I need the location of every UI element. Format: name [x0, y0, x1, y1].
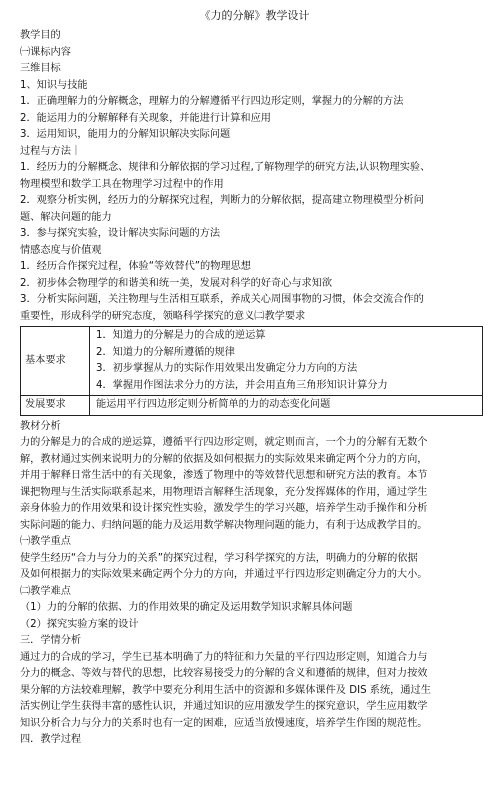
material-line: 实际问题的能力、归纳问题的能力及运用数学解决物理问题的能力，有利于达成教学目的。 — [20, 519, 428, 531]
student-heading: 三．学情分析 — [20, 635, 82, 646]
basic-requirement-item: 1．知道力的分解是力的合成的逆运算 — [96, 330, 266, 341]
material-line: 并用于解释日常生活中的有关现象，渗透了物理中的等效替代思想和研究方法的教育。本节 — [20, 470, 428, 481]
student-line: 活实例让学生获得丰富的感性认识，并通过知识的应用激发学生的探究意识，学生应用数学 — [20, 701, 428, 712]
key-line: 及如何根据力的实际效果来确定两个分力的方向，并通过平行四边形定则确定分力的大小。 — [20, 569, 428, 580]
advanced-requirements-text: 能运用平行四边形定则分析简单的力的动态变化问题 — [90, 396, 483, 416]
process-item: 3．参与探究实验，设计解决实际问题的方法 — [20, 228, 221, 239]
attitude-item: 2．初步体会物理学的和谐美和统一美，发展对科学的好奇心与求知欲 — [20, 277, 333, 289]
basic-requirement-item: 3．初步掌握从力的实际作用效果出发确定分力方向的方法 — [96, 363, 358, 374]
difficulty-item: （1）力的分解的依据、力的作用效果的确定及运用数学知识求解具体问题 — [20, 602, 353, 613]
process-item: 1．经历力的分解概念、规律和分解依据的学习过程,了解物理学的研究方法,认识物理实验、 — [20, 162, 431, 173]
process-heading: 过程与方法｜ — [20, 145, 82, 157]
basic-requirements-cell — [90, 327, 483, 396]
attitude-item: 3．分析实际问题，关注物理与生活相互联系，养成关心周围事物的习惯，体会交流合作的 — [20, 294, 424, 305]
knowledge-item: 2．能运用力的分解解释有关现象，并能进行计算和应用 — [20, 112, 271, 124]
teaching-process-heading: 四．教学过程 — [20, 734, 82, 745]
student-line: 分力的概念、等效与替代的思想，比较容易接受力的分解的含义和遵循的规律，但对力按效 — [20, 668, 428, 679]
difficulty-heading: ㈡教学难点 — [20, 585, 71, 597]
advanced-requirements-label: 发展要求 — [21, 396, 90, 416]
document-title: 《力的分解》教学设计 — [199, 9, 310, 22]
key-line: 使学生经历“合力与分力的关系”的探究过程，学习科学探究的方法，明确力的分解的依据 — [20, 552, 418, 564]
basic-requirements-label: 基本要求 — [21, 327, 90, 396]
curriculum-heading: ㈠课标内容 — [20, 46, 71, 58]
difficulty-item: （2）探究实验方案的设计 — [20, 618, 139, 630]
attitude-heading: 情感态度与价值观 — [20, 244, 102, 256]
basic-requirements-row — [21, 327, 483, 396]
basic-requirement-item: 2．知道力的分解所遵循的规律 — [96, 346, 235, 358]
student-line: 知识分析合力与分力的关系时也有一定的困难，应适当放慢速度，培养学生作图的规范性。 — [20, 717, 428, 729]
advanced-requirements-row — [21, 396, 483, 416]
knowledge-heading: 1、知识与技能 — [20, 79, 88, 91]
goals-heading: 教学目的 — [20, 30, 61, 41]
key-heading: ㈠教学重点 — [20, 536, 71, 547]
requirements-table — [20, 326, 483, 416]
student-line: 通过力的合成的学习，学生已基本明确了力的特征和力矢量的平行四边形定则，知道合力与 — [20, 651, 428, 663]
material-line: 亲身体验力的作用效果和设计探究性实验，激发学生的学习兴趣，培养学生动手操作和分析 — [20, 503, 428, 514]
material-line: 力的分解是力的合成的逆运算，遵循平行四边形定则，就定则而言，一个力的分解有无数个 — [20, 437, 428, 448]
material-line: 课把物理与生活实际联系起来，用物理语言解释生活现象，充分发挥媒体的作用，通过学生 — [20, 486, 428, 498]
process-item: 2．观察分析实例，经历力的分解探究过程，判断力的分解依据，提高建立物理模型分析问 — [20, 195, 424, 206]
material-line: 解，教材通过实例来说明力的分解的依据及如何根据力的实际效果来确定两个分力的方向， — [20, 453, 428, 465]
attitude-item: 1．经历合作探究过程，体验“等效替代”的物理思想 — [20, 261, 251, 272]
process-item: 题、解决问题的能力 — [20, 211, 112, 223]
process-item: 物理模型和数学工具在物理学习过程中的作用 — [20, 178, 224, 190]
knowledge-item: 3．运用知识，能用力的分解知识解决实际问题 — [20, 129, 231, 140]
basic-requirement-item: 4．掌握用作图法求分力的方法，并会用直角三角形知识计算分力 — [96, 379, 388, 391]
attitude-item: 重要性，形成科学的研究态度，领略科学探究的意义㈡教学要求 — [20, 310, 306, 322]
material-heading: 教材分析 — [20, 420, 61, 432]
three-dim-heading: 三维目标 — [20, 63, 61, 74]
knowledge-item: 1．正确理解力的分解概念，理解力的分解遵循平行四边形定则，掌握力的分解的方法 — [20, 96, 404, 107]
student-line: 果分解的方法较难理解，教学中要充分利用生活中的资源和多媒体课件及 DIS 系统，通过生 — [20, 684, 431, 696]
